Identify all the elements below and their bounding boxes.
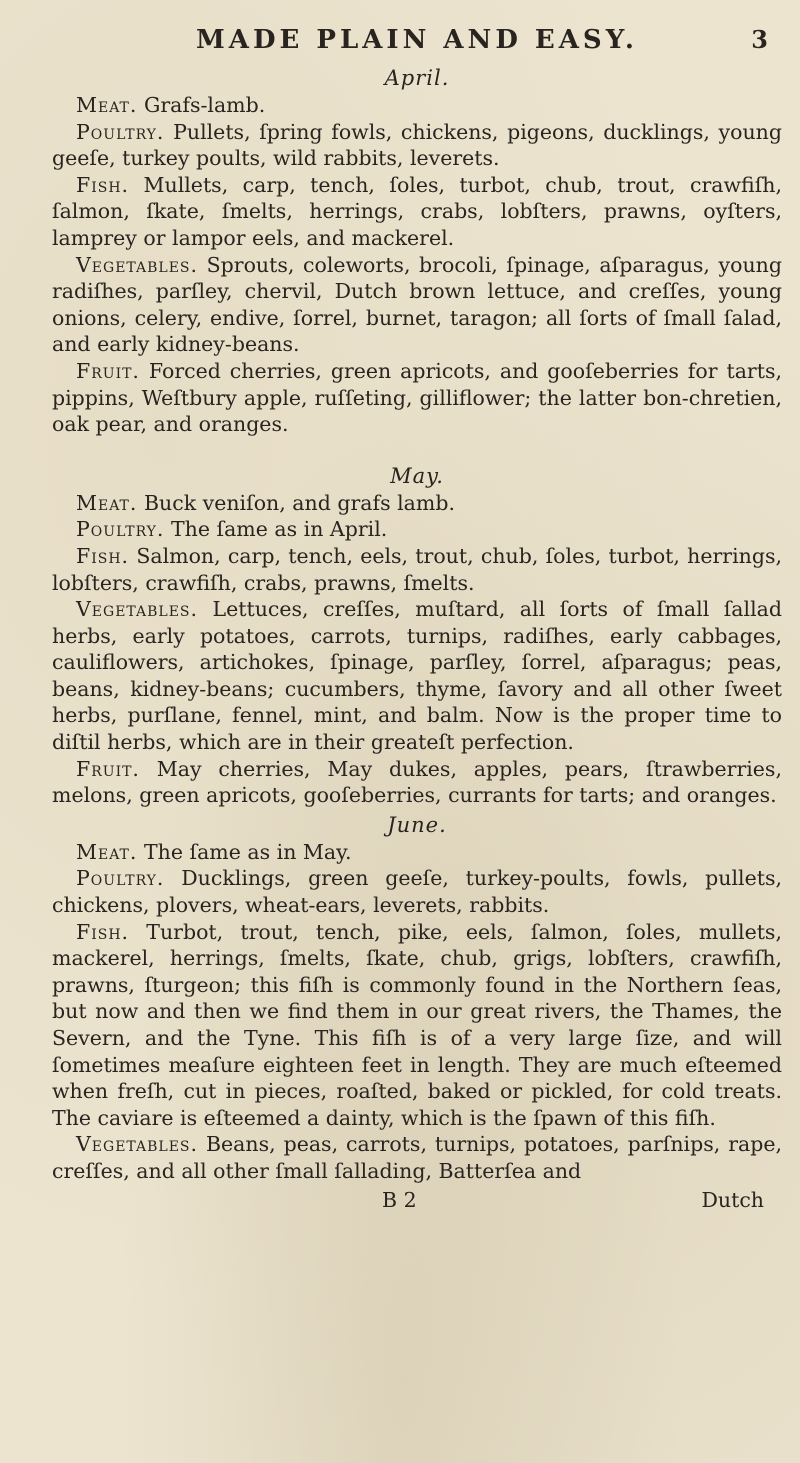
month-heading-june: June. xyxy=(387,812,447,837)
entry-text: Forced cherries, green apricots, and gooſeberries for tarts, pippins, Weſtbury apple, ruſſeting, gilliflower; the latter bon-chretien, oak pear, and oranges. xyxy=(52,358,782,437)
entry-heading: Fish. xyxy=(76,543,130,568)
april-fish-entry xyxy=(52,172,782,252)
month-heading-april: April. xyxy=(384,66,450,90)
running-title: MADE PLAIN AND EASY. xyxy=(196,25,638,55)
entry-heading: Vegetables. xyxy=(76,1132,199,1157)
signature-mark: B 2 xyxy=(382,1187,417,1212)
entry-heading: Fruit. xyxy=(76,358,140,383)
entry-text: The ſame as in April. xyxy=(170,517,388,542)
entry-text: Ducklings, green geeſe, turkey-poults, fowls, pullets, chickens, plovers, wheat-ears, leverets, rabbits. xyxy=(52,866,782,918)
april-poultry-entry xyxy=(52,119,782,172)
may-meat-entry xyxy=(52,490,782,517)
entry-text: Lettuces, creſſes, muſtard, all ſorts of ſmall ſallad herbs, early potatoes, carrots, turnips, radiſhes, early cabbages, cauliflowers, artichokes, ſpinage, parſley, ſorrel, aſparagus; peas, beans, kidney-beans; cucumbers, thyme, ſavory and all other ſweet herbs, purſlane, fennel, mint, and balm. Now is the proper time to diſtil herbs, which are in their greateſt perfection. xyxy=(52,597,782,755)
running-head xyxy=(52,18,782,62)
april-fruit-entry xyxy=(52,358,782,438)
book-page xyxy=(52,18,782,1448)
june-fish-entry xyxy=(52,919,782,1132)
page-number: 3 xyxy=(751,25,768,54)
catchline xyxy=(52,1185,782,1215)
may-fish-entry xyxy=(52,543,782,596)
entry-heading: Fish. xyxy=(76,172,130,197)
entry-text: The ſame as in May. xyxy=(143,839,352,864)
entry-heading: Meat. xyxy=(76,93,138,117)
april-vegetables-entry xyxy=(52,252,782,358)
june-meat-entry xyxy=(52,839,782,866)
entry-text: Pullets, ſpring fowls, chickens, pigeons, ducklings, young geeſe, turkey poults, wild rabbits, leverets. xyxy=(52,119,782,171)
june-vegetables-entry xyxy=(52,1131,782,1184)
june-poultry-entry xyxy=(52,865,782,918)
entry-text: Turbot, trout, tench, pike, eels, ſalmon, ſoles, mullets, mackerel, herrings, ſmelts, ſkate, chub, grigs, lobſters, crawfiſh, prawns, ſturgeon; this fiſh is commonly found in the Northern ſeas, but now and then we find them in our great rivers, the Thames, the Severn, and the Tyne. This fiſh is of a very large ſize, and will ſometimes meaſure eighteen feet in length. They are much eſteemed when freſh, cut in pieces, roaſted, baked or pickled, for cold treats. The caviare is eſteemed a dainty, which is the ſpawn of this fiſh. xyxy=(52,919,782,1130)
entry-heading: Poultry. xyxy=(76,119,165,144)
entry-text: May cherries, May dukes, apples, pears, ſtrawberries, melons, green apricots, gooſeberries, currants for tarts; and oranges. xyxy=(52,756,782,808)
entry-heading: Meat. xyxy=(76,839,138,864)
entry-text: Buck veniſon, and grafs lamb. xyxy=(143,490,455,515)
entry-heading: Fish. xyxy=(76,919,130,944)
entry-text: Sprouts, coleworts, brocoli, ſpinage, aſparagus, young radiſhes, parſley, chervil, Dutch brown lettuce, and creſſes, young onions, celery, endive, ſorrel, burnet, taragon; all ſorts of ſmall ſalad, and early kidney-beans. xyxy=(52,252,782,357)
entry-heading: Poultry. xyxy=(76,517,165,542)
catchword: Dutch xyxy=(701,1187,764,1212)
entry-text: Salmon, carp, tench, eels, trout, chub, ſoles, turbot, herrings, lobſters, crawfiſh, crabs, prawns, ſmelts. xyxy=(52,543,782,595)
entry-heading: Fruit. xyxy=(76,756,140,781)
entry-heading: Meat. xyxy=(76,490,138,515)
entry-heading: Vegetables. xyxy=(76,252,199,277)
entry-heading: Poultry. xyxy=(76,866,165,891)
april-meat-entry xyxy=(52,92,782,119)
may-poultry-entry xyxy=(52,516,782,543)
entry-text: Mullets, carp, tench, ſoles, turbot, chub, trout, crawfiſh, ſalmon, ſkate, ſmelts, herrings, crabs, lobſters, prawns, oyſters, lamprey or lampor eels, and mackerel. xyxy=(52,172,782,250)
entry-text: Beans, peas, carrots, turnips, potatoes, parſnips, rape, creſſes, and all other ſmall ſallading, Batterſea and xyxy=(52,1132,782,1183)
may-fruit-entry xyxy=(52,756,782,809)
month-heading-may: May. xyxy=(390,463,444,488)
entry-heading: Vegetables. xyxy=(76,597,199,622)
entry-text: Grafs-lamb. xyxy=(143,93,266,117)
may-vegetables-entry xyxy=(52,596,782,756)
